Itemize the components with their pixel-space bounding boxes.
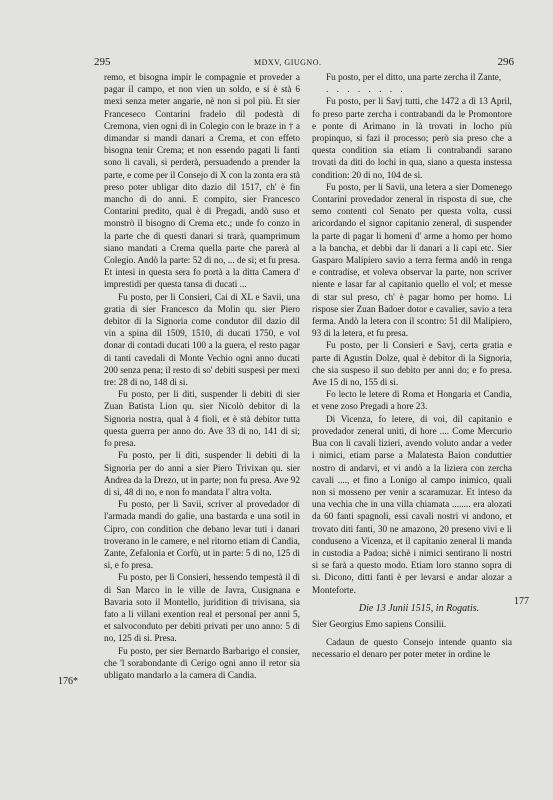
paragraph: Fu posto, per sier Bernardo Barbarigo el consier, che 'l sorabondante di Cerigo ogni anno il retor sia ubligato mandarlo a la camera di Candia. <box>104 646 300 681</box>
paragraph: remo, et bisogna impir le compagnie et proveder a pagar il campo, et non vien un soldo, e si è stà 6 mexi senza meter angarie, nè non si pol più. Et sier Franceseco Contarini fradelo dil podestà di Cremona, vien ogni dì in Colegio con le braze in † a dimandar si mandi danari a Crema, et con effeto bisogna tenir Crema; et non essendo pagati li fanti sono li cavali, si perderà, persuadendo a prender la parte, e come per il Consejo di X con la zonta era stà preso poter ubligar dito dazio dil 1517, ch' è fin mancho di do anni. E compito, sier Francesco Contarini predito, qual è di Pregadi, andò suso et monstrò il bisogno di Crema etc.; unde fo conzo in la parte che di questi danari si trarà, quamprimum siano mandati a Crema quella parte che parerà al Colegio. Andò la parte: 52 di no, ... de si; et fu presa. Et intesi in questa sera fo portà a la ditta Camera d' imprestidi per questa tansa di ducati ... <box>104 73 300 291</box>
motion-heading: Sier Georgius Emo sapiens Consilii. <box>312 619 447 630</box>
paragraph: Fu posto, per el ditto, una parte zercha il Zante, <box>326 73 502 83</box>
paragraph: Cadaun de questo Consejo intende quanto sia necessario el denaro per poter meter in ordine le <box>312 638 512 661</box>
ellipsis-line: . . . . . . . . <box>326 85 406 96</box>
paragraph: Fo lecto le letere di Roma et Hongaria et Candia, et vene zoso Pregadi a hore 23. <box>312 390 512 413</box>
margin-number-right: 177 <box>514 596 529 607</box>
page-number-left: 295 <box>94 56 111 68</box>
paragraph: Di Vicenza, fo letere, di voi, dil capitanio e provedador zeneral uniti, di hore .... Come Mercurio Bua con li cavali lizieri, avendo voluto andar a veder i nimici, etiam parse a Malatesta Baion conduttier nostro di andarvi, et vi andò a la liziera con zercha cavali ...., et fino a Lonigo al campo inimico, quali non si mosseno per venir a scaramuzar. Et inteso da una vechia che in una villa chiamata ........ era alozati da 60 fanti spagnoli, essi cavali nostri vi andono, et trovato diti fanti, 30 ne amazono, 20 preseno vivi e li conduseno a Vicenza, et il capitanio zeneral li manda in custodia a Padoa; sichè i nimici sentirano li nostri si se farà a questo modo. Etiam loro stanno sopra di si. Dicono, ditti fanti è per levarsi e andar alozar a Monteforte. <box>312 414 512 596</box>
left-column <box>104 72 300 682</box>
margin-number-left: 176* <box>58 676 78 687</box>
paragraph: Fu posto, per li Consieri e Savj, certa gratia e parte di Agustin Dolze, qual è debitor di la Signoria, che sia suspeso il suo debito per anni do; e fo presa. Ave 15 di no, 155 di si. <box>312 341 512 389</box>
paragraph: Fu posto, per li Consieri, hessendo tempestà il dì di San Marco in le ville de Javra, Cusignana e Bavaria soto il Montello, juridition di trivisana, sia fato a li villani exention real et personal per anni 5, et salvoconduto per debiti privati per uno anno: 5 di no, 125 di si. Presa. <box>104 573 300 645</box>
paragraph: Fu posto, per li Savj tutti, che 1472 a dì 13 April, fo preso parte zercha i contrabandi da le Promontore e ponte di Arimano in là trovati in locho più propinquo, si fazi il processo; però sia preso che a questa condition sia etiam li contrabandi sarano trovati da diti do lochi in qua, siano a questa instessa condition: 20 di no, 104 de si. <box>312 97 512 181</box>
paragraph: Fu posto, per li Consieri, Cai di XL e Savii, una gratia di sier Francesco da Molin qu. sier Piero debitor di la Signoria come condutor dil dazio dil vin a spina dil 1509, 1510, di ducati 1750, e vol donar di contadi ducati 100 a la guera, el resto pagar di tanti cavedali di Monte Vechio ogni anno ducati 200 senza pena; il resto di so' debiti suspesi per mexi tre: 28 di no, 148 di si. <box>104 292 300 389</box>
right-column <box>312 72 512 662</box>
paragraph: Fu posto, per li Savii, scriver al provedador di l'armada mandi do galie, una bastarda e una sotil in Cipro, con condition che debano levar tuti i danari troverano in le camere, e nel ritorno etiam di Candia, Zante, Zefalonia et Corfù, ut in parte: 5 di no, 125 di si, e fo presa. <box>104 500 300 572</box>
page-number-right: 296 <box>497 56 514 68</box>
paragraph: Fu posto, per li Savii, una letera a sier Domenego Contarini provedador zeneral in risposta di sue, che semo contenti col Senato per questa volta, cussi aricordando el signor capitanio zeneral, di suspender la parte di pagar li homeni d' arme a homo per homo a la bancha, et debbi dar li danari a li capi etc. Sier Gasparo Malipiero savio a terra ferma andò in renga e contradise, et voleva observar la parte, non scriver niente e lasar far al capitanio quello el vol; et messe di star sul preso, ch' è pagar homo per homo. Li rispose sier Zuan Badoer dotor e cavalier, savio a tera ferma. Andò la letera con il scontro: 51 dil Malipiero, 93 di la letera, et fu presa. <box>312 182 512 340</box>
paragraph: Fu posto, per li diti, suspender li debiti di la Signoria per do anni a sier Piero Trivixan qu. sier Andrea da la Drezo, ut in parte; non fu presa. Ave 92 di si, 48 di no, e non fo mandata l' altra volta. <box>104 451 300 498</box>
page-header <box>94 56 514 72</box>
paragraph: Fu posto, per li diti, suspender li debiti di sier Zuan Batista Lion qu. sier Nicolò debitor di la Signoria nostra, qual à 4 fioli, et è stà debitor tutta questa guerra per anno do. Ave 33 di no, 141 di si; fo presa. <box>104 390 300 450</box>
running-title: MDXV, GIUGNO. <box>254 58 322 67</box>
session-date: Die 13 Junii 1515, in Rogatis. <box>358 602 480 614</box>
